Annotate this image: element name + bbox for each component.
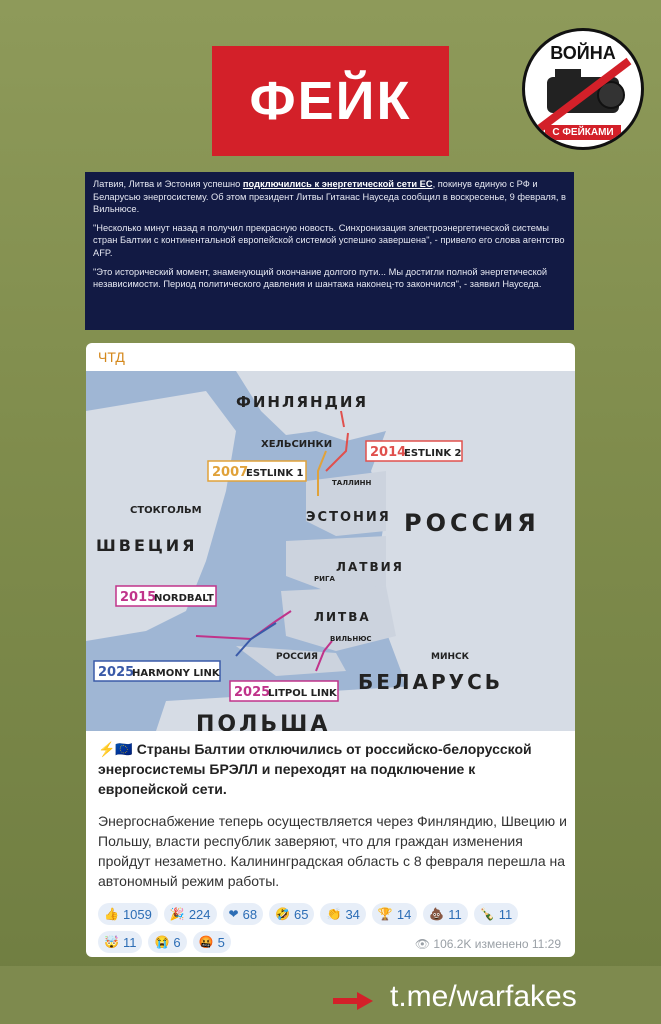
reaction-emoji-icon: 🤬 xyxy=(198,935,214,949)
logo-top-text: ВОЙНА xyxy=(550,43,616,63)
reaction-emoji-icon: ❤ xyxy=(228,907,239,921)
post-headline: ⚡️🇪🇺 Страны Балтии отключились от российско-белорусской энергосистемы БРЭЛЛ и переходят на подключение к европейской сети. xyxy=(98,741,532,797)
map-city-stockholm: СТОКГОЛЬМ xyxy=(130,505,202,516)
reaction-count: 1059 xyxy=(122,906,152,922)
svg-text:HARMONY LINK: HARMONY LINK xyxy=(132,668,220,679)
edited-time: изменено 11:29 xyxy=(474,937,561,951)
map-label-finland: ФИНЛЯНДИЯ xyxy=(236,393,369,411)
reaction-emoji-icon: 🍾 xyxy=(479,907,495,921)
map-label-kaliningrad: РОССИЯ xyxy=(276,652,318,662)
reaction-emoji-icon: 🎉 xyxy=(169,907,185,921)
reaction-count: 11 xyxy=(122,934,137,950)
reaction-chip[interactable] xyxy=(98,903,158,925)
reaction-emoji-icon: 😭 xyxy=(154,935,170,949)
svg-text:2007: 2007 xyxy=(212,465,249,480)
map-label-estonia: ЭСТОНИЯ xyxy=(306,510,391,525)
reaction-chip[interactable] xyxy=(423,903,467,925)
reaction-chip[interactable] xyxy=(98,931,142,953)
map-label-belarus: БЕЛАРУСЬ xyxy=(358,670,503,694)
reaction-count: 11 xyxy=(448,906,462,922)
reaction-count: 11 xyxy=(498,906,513,922)
reaction-emoji-icon: 💩 xyxy=(429,907,445,921)
logo-bottom-text: С ФЕЙКАМИ xyxy=(545,125,621,140)
reaction-emoji-icon: 🏆 xyxy=(377,907,393,921)
telegram-post xyxy=(86,343,575,957)
svg-text:2025: 2025 xyxy=(234,685,271,700)
post-body: Энергоснабжение теперь осуществляется через Финляндию, Швецию и Польшу, власти республик заверяют, что для граждан изменения пройдут незаметно. Калининградская область с 8 февраля перешла на автономный режим работы. xyxy=(98,813,567,889)
reaction-emoji-icon: 🤯 xyxy=(104,935,119,949)
estlink-1-label xyxy=(208,461,306,481)
map-city-helsinki: ХЕЛЬСИНКИ xyxy=(261,439,333,450)
reaction-count: 68 xyxy=(242,906,258,922)
article-paragraph-2: "Несколько минут назад я получил прекрасную новость. Синхронизация электроэнергетической системы стран Балтии с континентальной европейской системой успешно завершена", - привело его слова агентство AFP. xyxy=(93,222,565,258)
article-link[interactable]: подключились к энергетической сети ЕС xyxy=(242,179,433,189)
map-city-tallinn: ТАЛЛИНН xyxy=(332,479,372,487)
reaction-count: 14 xyxy=(396,906,412,922)
nordbalt-label xyxy=(116,586,216,606)
baltic-energy-map xyxy=(86,371,575,731)
svg-text:ESTLINK 2: ESTLINK 2 xyxy=(404,448,462,459)
article-paragraph-3: "Это исторический момент, знаменующий окончание долгого пути... Мы достигли полной энергетической независимости. Период политического давления и шантажа наконец-то закончился", - заявил Науседа. xyxy=(93,266,548,290)
fake-badge xyxy=(212,46,449,156)
map-city-vilnius: ВИЛЬНЮС xyxy=(330,635,372,643)
post-meta xyxy=(415,937,561,951)
map-city-riga: РИГА xyxy=(314,575,335,583)
post-text xyxy=(98,739,568,891)
channel-link[interactable]: t.me/warfakes xyxy=(390,980,577,1013)
reaction-chip[interactable] xyxy=(372,903,417,925)
reaction-emoji-icon: 👏 xyxy=(326,907,342,921)
reaction-chip[interactable] xyxy=(164,903,217,925)
map-label-latvia: ЛАТВИЯ xyxy=(336,560,404,574)
map-label-poland: ПОЛЬША xyxy=(196,712,331,731)
map-label-russia: РОССИЯ xyxy=(404,509,540,537)
channel-name[interactable]: ЧТД xyxy=(98,349,125,365)
reaction-chip[interactable] xyxy=(320,903,365,925)
reaction-count: 224 xyxy=(188,906,211,922)
map-label-sweden: ШВЕЦИЯ xyxy=(96,536,198,555)
arrow-right-icon xyxy=(333,992,373,1010)
svg-text:NORDBALT: NORDBALT xyxy=(154,593,214,604)
views-icon: 👁 xyxy=(414,937,431,951)
reaction-chip[interactable] xyxy=(269,903,314,925)
reaction-chip[interactable] xyxy=(223,903,264,925)
reaction-chip[interactable] xyxy=(474,903,518,925)
litpol-link-label xyxy=(230,681,338,701)
views-count: 106.2K xyxy=(433,937,472,951)
fake-label: ФЕЙК xyxy=(249,71,412,131)
reaction-emoji-icon: 👍 xyxy=(104,907,119,921)
reaction-count: 6 xyxy=(173,934,181,950)
reaction-chip[interactable] xyxy=(148,931,186,953)
svg-text:ESTLINK 1: ESTLINK 1 xyxy=(246,468,304,479)
estlink-2-label xyxy=(366,441,462,461)
footer-bar xyxy=(0,966,661,1024)
map-label-lithuania: ЛИТВА xyxy=(314,610,371,624)
harmony-link-label xyxy=(94,661,221,681)
svg-text:LITPOL LINK: LITPOL LINK xyxy=(268,688,337,699)
article-paragraph-1: Латвия, Литва и Эстония успешно подключились к энергетической сети ЕС, покинув единую с РФ и Беларусью энергосистему. Об этом президент Литвы Гитанас Науседа сообщил в воскресенье, 9 февраля, в Вильнюсе. xyxy=(93,179,567,215)
map-city-minsk: МИНСК xyxy=(431,652,469,662)
svg-text:2025: 2025 xyxy=(98,665,135,680)
reaction-emoji-icon: 🤣 xyxy=(275,907,291,921)
reaction-count: 5 xyxy=(217,934,225,950)
svg-text:2015: 2015 xyxy=(120,590,157,605)
reaction-count: 65 xyxy=(294,906,309,922)
news-article-excerpt xyxy=(85,172,574,330)
war-on-fakes-logo xyxy=(522,28,644,150)
svg-text:2014: 2014 xyxy=(370,445,407,460)
reaction-chip[interactable] xyxy=(193,931,231,953)
reaction-count: 34 xyxy=(345,906,360,922)
